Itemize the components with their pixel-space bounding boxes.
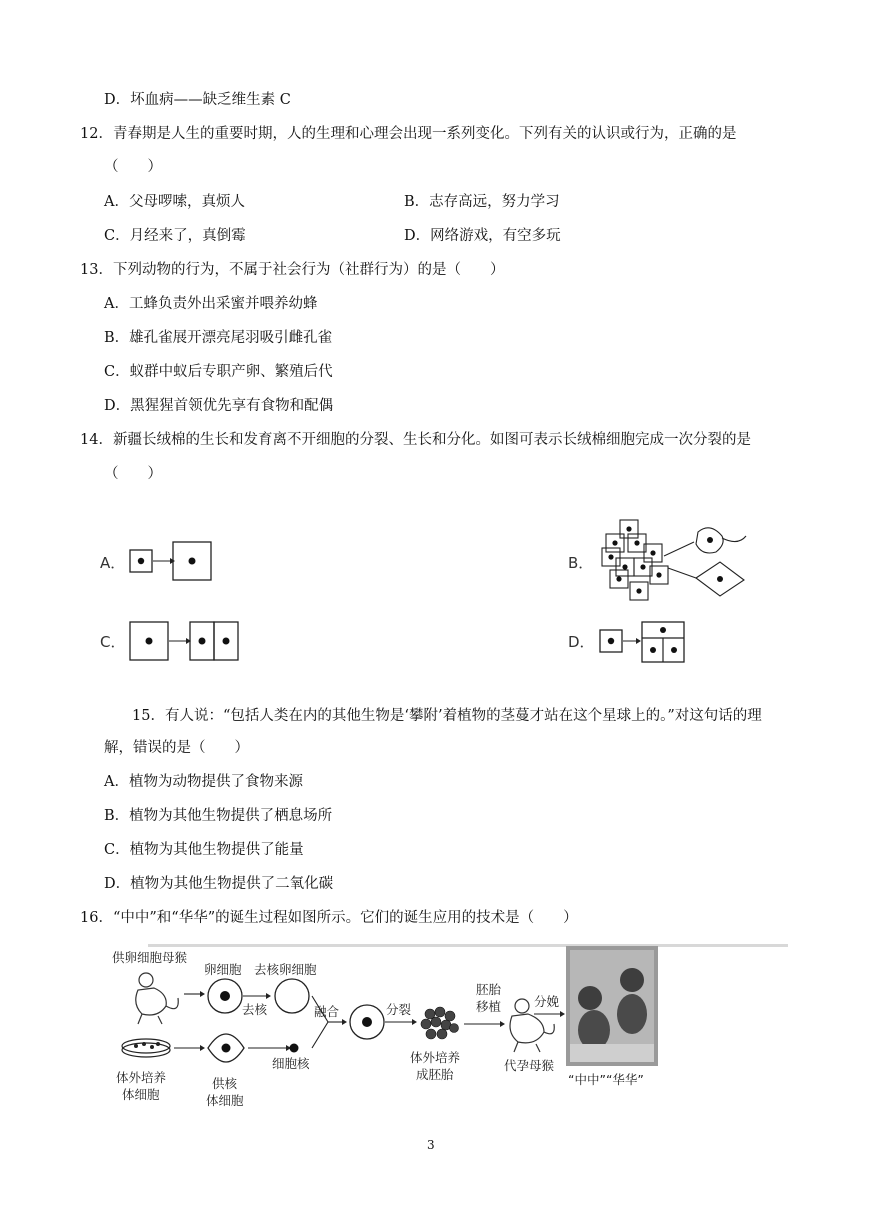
q13-option-d: D．黑猩猩首领优先享有食物和配偶: [104, 398, 334, 414]
nucleus-icon: [290, 1044, 299, 1053]
q14-figure-a: [128, 538, 218, 586]
q14-label-a: A．: [100, 554, 126, 572]
label-egg-donor: 供卵细胞母猴: [112, 950, 188, 965]
culture-dish-icon: [122, 1039, 170, 1057]
label-embryo-1: 体外培养: [410, 1050, 461, 1065]
q16-stem: 16．“中中”和“华华”的诞生过程如图所示。它们的诞生应用的技术是（ ）: [80, 910, 578, 926]
q14-stem: 14．新疆长绒棉的生长和发育离不开细胞的分裂、生长和分化。如图可表示长绒棉细胞完成一次分裂的是: [80, 432, 751, 448]
q12-option-b: B．志存高远，努力学习: [404, 194, 560, 210]
q13-stem: 13．下列动物的行为，不属于社会行为（社群行为）的是（ ）: [80, 262, 505, 278]
label-division: 分裂: [386, 1002, 412, 1017]
baby-monkeys-photo: [566, 946, 658, 1066]
label-fusion: 融合: [314, 1004, 340, 1019]
label-transfer-2: 移植: [476, 999, 502, 1014]
q11-option-d: D．坏血病——缺乏维生素 C: [104, 92, 291, 108]
enucleated-egg-icon: [275, 979, 309, 1013]
label-culture-cells-1: 体外培养: [116, 1070, 167, 1085]
q14-figure-c: [128, 618, 248, 664]
label-culture-cells-2: 体细胞: [122, 1087, 160, 1102]
label-donor-1: 供核: [212, 1076, 238, 1091]
q12-stem: 12．青春期是人生的重要时期，人的生理和心理会出现一系列变化。下列有关的认识或行为，正确的是: [80, 126, 737, 142]
embryo-icon: [421, 1007, 459, 1039]
label-enucleated: 去核卵细胞: [254, 962, 317, 977]
q13-option-a: A．工蜂负责外出采蜜并喂养幼蜂: [104, 296, 318, 312]
q12-option-c: C．月经来了，真倒霉: [104, 228, 246, 244]
q13-option-b: B．雄孔雀展开漂亮尾羽吸引雌孔雀: [104, 330, 333, 346]
label-surrogate: 代孕母猴: [504, 1058, 555, 1073]
q15-option-d: D．植物为其他生物提供了二氧化碳: [104, 876, 334, 892]
label-birth: 分娩: [534, 994, 560, 1009]
q14-figure-b: [598, 516, 758, 606]
q15-stem-line1: 15．有人说：“包括人类在内的其他生物是‘攀附’着植物的茎蔓才站在这个星球上的。”对这句话的理: [132, 708, 762, 724]
label-donor-2: 体细胞: [206, 1093, 244, 1108]
q12-option-a: A．父母啰嗦，真烦人: [104, 194, 245, 210]
q15-option-c: C．植物为其他生物提供了能量: [104, 842, 304, 858]
q14-label-b: B．: [568, 554, 594, 572]
label-names: “中中”“华华”: [568, 1072, 644, 1087]
page-number: 3: [427, 1138, 435, 1152]
q14-paren: （ ）: [104, 466, 162, 482]
q15-option-b: B．植物为其他生物提供了栖息场所: [104, 808, 333, 824]
egg-donor-monkey-icon: [136, 973, 179, 1024]
q12-paren: （ ）: [104, 159, 162, 175]
label-nucleus: 细胞核: [272, 1056, 310, 1071]
q12-option-d: D．网络游戏，有空多玩: [404, 228, 561, 244]
q14-label-d: D．: [568, 633, 595, 651]
label-remove-nucleus: 去核: [242, 1002, 268, 1017]
q14-label-c: C．: [100, 633, 126, 651]
label-transfer-1: 胚胎: [476, 982, 502, 997]
q14-figure-d: [598, 616, 690, 666]
label-egg-cell: 卵细胞: [204, 962, 242, 977]
label-embryo-2: 成胚胎: [416, 1067, 454, 1082]
q15-stem-line2: 解，错误的是（ ）: [104, 740, 249, 756]
q13-option-c: C．蚁群中蚁后专职产卵、繁殖后代: [104, 364, 333, 380]
q15-option-a: A．植物为动物提供了食物来源: [104, 774, 303, 790]
q16-cloning-figure: [108, 944, 808, 1116]
